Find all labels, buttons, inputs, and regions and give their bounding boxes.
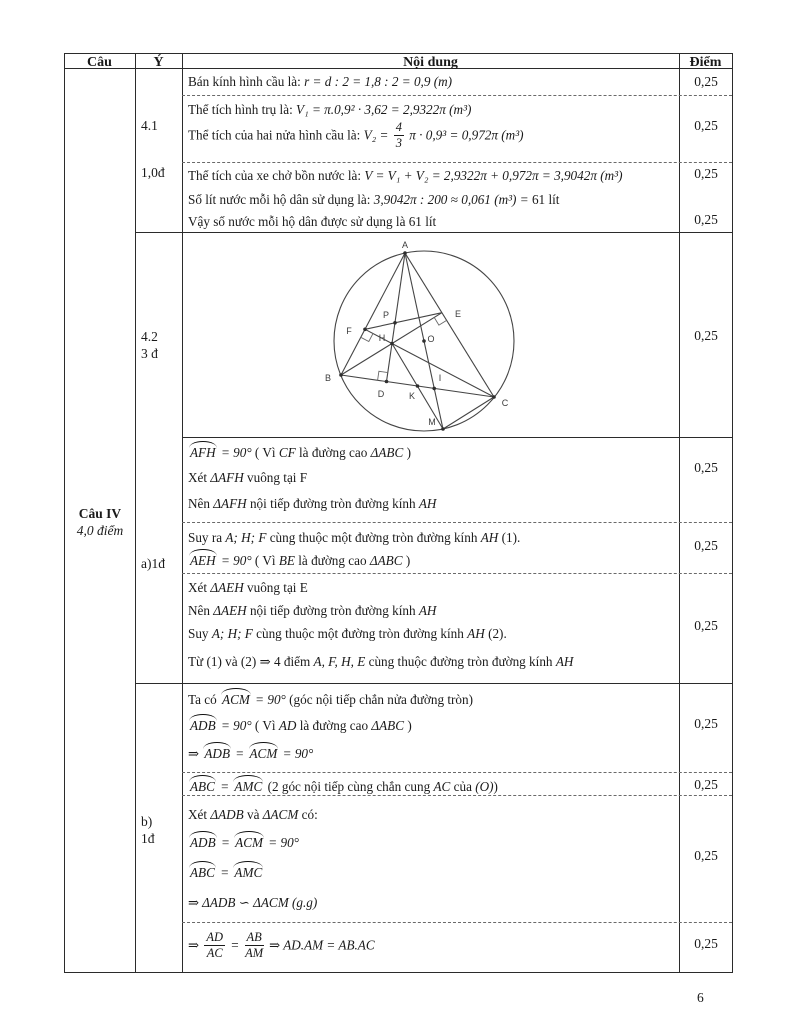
- text-segment: ΔABC: [370, 445, 404, 460]
- solution-line: [188, 777, 674, 796]
- solution-line: [188, 893, 674, 912]
- text-segment: ΔAFH: [213, 496, 247, 511]
- point-B: [339, 373, 343, 377]
- text-segment: vuông tại F: [243, 470, 308, 485]
- score-value: 0,25: [694, 328, 718, 343]
- solution-line: [188, 212, 674, 231]
- point-M: [441, 427, 445, 431]
- solution-line: [188, 528, 674, 547]
- row-divider: [182, 922, 732, 923]
- text-segment: ): [402, 553, 411, 568]
- solution-line: [188, 122, 674, 151]
- solution-line: [188, 805, 674, 824]
- text-segment: =: [216, 779, 233, 794]
- solution-line: [188, 72, 674, 91]
- segment-CM: [443, 397, 494, 429]
- text-segment: = 90°: [251, 692, 286, 707]
- text-segment: AH: [418, 496, 437, 511]
- score-value: 0,25: [694, 936, 718, 951]
- label-M: M: [428, 417, 436, 427]
- text-segment: = 90°: [264, 835, 299, 850]
- part-42-points: 3 đ: [141, 346, 158, 361]
- score-value: 0,25: [694, 618, 718, 633]
- label-O: O: [427, 334, 435, 344]
- solution-line: [188, 932, 674, 961]
- text-segment: AH: [467, 626, 485, 641]
- text-segment: ⇒ ΔADB ∽ ΔACM (g.g): [188, 895, 318, 910]
- text-segment: là đường cao: [296, 718, 372, 733]
- text-segment: V₂ =: [363, 127, 392, 143]
- text-segment: =: [232, 746, 248, 761]
- text-segment: =: [217, 835, 234, 850]
- fraction: $\frac{AD}{AC}$: [206, 930, 224, 961]
- part-41-points: 1,0đ: [141, 165, 165, 180]
- text-segment: (2 góc nội tiếp cùng chắn cung: [264, 779, 434, 794]
- solution-line: [188, 863, 674, 882]
- solution-line: [188, 494, 674, 513]
- text-segment: ADB: [190, 718, 216, 733]
- label-D: D: [377, 389, 385, 399]
- text-segment: ACM: [222, 692, 250, 707]
- text-segment: ⇒: [259, 654, 271, 669]
- part-42-number: 4.2: [141, 329, 158, 344]
- text-segment: ⇒: [188, 746, 203, 761]
- solution-line: [188, 652, 674, 671]
- text-segment: ΔABC: [371, 718, 405, 733]
- text-segment: ΔABC: [369, 553, 403, 568]
- text-segment: ACM: [249, 746, 278, 761]
- column-header-y: Ý: [153, 55, 164, 70]
- text-segment: BE: [278, 553, 295, 568]
- text-segment: (góc nội tiếp chắn nửa đường tròn): [285, 692, 474, 707]
- text-segment: là đường cao: [294, 553, 370, 568]
- text-segment: A; H; F: [211, 626, 253, 641]
- column-header-diem: Điểm: [689, 55, 722, 70]
- text-segment: AH: [555, 654, 574, 669]
- text-segment: π · 0,9³ = 0,972π (m³): [405, 127, 524, 143]
- right-angle-mark-D: [378, 371, 388, 380]
- text-segment: AFH: [190, 445, 216, 460]
- solution-line: [188, 166, 674, 185]
- point-I: [432, 387, 436, 391]
- text-segment: của: [450, 779, 476, 794]
- text-segment: có:: [298, 807, 318, 822]
- text-segment: Thể tích của xe chở bồn nước là:: [188, 168, 365, 183]
- text-segment: Ta có: [188, 692, 221, 707]
- label-K: K: [408, 391, 416, 401]
- label-A: A: [401, 240, 409, 250]
- label-C: C: [501, 398, 509, 408]
- text-segment: (O): [475, 779, 494, 794]
- point-H: [390, 342, 394, 346]
- text-segment: ( Vì: [251, 718, 279, 733]
- score-value: 0,25: [694, 166, 718, 181]
- text-segment: = 90°: [279, 746, 314, 761]
- text-segment: nội tiếp đường tròn đường kính: [246, 496, 419, 511]
- solution-line: [188, 443, 674, 462]
- table-border: [135, 683, 733, 684]
- text-segment: ⇒: [188, 937, 203, 953]
- part-b-label: b): [141, 814, 153, 829]
- table-border: [182, 437, 733, 438]
- solution-line: [188, 578, 674, 597]
- point-D: [385, 380, 389, 384]
- score-value: 0,25: [694, 212, 718, 227]
- text-segment: là đường cao: [295, 445, 371, 460]
- table-border: [182, 53, 183, 973]
- label-P: P: [382, 310, 390, 320]
- text-segment: AC: [433, 779, 451, 794]
- text-segment: ADB: [190, 835, 216, 850]
- row-divider: [182, 772, 732, 773]
- text-segment: ( Vì: [251, 553, 279, 568]
- text-segment: AH: [480, 530, 499, 545]
- score-value: 0,25: [694, 118, 718, 133]
- text-segment: ⇒ AD.AM = AB.AC: [265, 937, 375, 953]
- solution-line: [188, 468, 674, 487]
- text-segment: Suy: [188, 626, 212, 641]
- label-E: E: [454, 309, 462, 319]
- text-segment: ): [404, 718, 412, 733]
- text-segment: cùng thuộc đường tròn đường kính: [365, 654, 556, 669]
- text-segment: = 90°: [217, 718, 252, 733]
- text-segment: AMC: [234, 779, 263, 794]
- row-divider: [182, 162, 732, 163]
- solution-line: [188, 833, 674, 852]
- text-segment: AH: [418, 603, 437, 618]
- score-value: 0,25: [694, 74, 718, 89]
- text-segment: ΔAEH: [213, 603, 247, 618]
- text-segment: Vậy số nước mỗi hộ dân được sử dụng là 61 lít: [188, 214, 437, 229]
- score-value: 0,25: [694, 538, 718, 553]
- text-segment: ): [493, 779, 498, 794]
- table-border: [64, 972, 733, 973]
- geometry-diagram: [182, 232, 679, 436]
- text-segment: = 90°: [217, 553, 252, 568]
- text-segment: (2).: [484, 626, 507, 641]
- page-number: 6: [697, 990, 704, 1005]
- label-I: I: [438, 373, 442, 383]
- text-segment: ΔACM: [262, 807, 299, 822]
- part-41-number: 4.1: [141, 118, 158, 133]
- text-segment: A, F, H, E: [313, 654, 366, 669]
- text-segment: V = V₁ + V₂ = 2,9322π + 0,972π = 3,9042π (m³): [364, 168, 623, 183]
- text-segment: ABC: [190, 865, 215, 880]
- text-segment: 3,9042π : 200 ≈ 0,061 (m³) =: [373, 192, 529, 207]
- solution-line: [188, 744, 674, 763]
- point-F: [363, 328, 367, 332]
- text-segment: ADB: [204, 746, 230, 761]
- text-segment: = 90°: [217, 445, 252, 460]
- text-segment: vuông tại E: [243, 580, 308, 595]
- right-angle-mark-E: [434, 317, 446, 325]
- text-segment: ACM: [235, 835, 263, 850]
- text-segment: Bán kính hình cầu là:: [188, 74, 305, 89]
- column-header-noidung: Nội dung: [403, 55, 458, 70]
- text-segment: Nên: [188, 603, 214, 618]
- point-P: [393, 321, 397, 325]
- fraction: $\frac{AB}{AM}$: [245, 930, 264, 961]
- question-number: Câu IV: [78, 506, 122, 521]
- score-value: 0,25: [694, 777, 718, 792]
- text-segment: AD: [278, 718, 297, 733]
- segment-AB: [341, 253, 405, 375]
- table-border: [679, 53, 680, 973]
- solution-line: [188, 690, 674, 709]
- table-border: [135, 53, 136, 973]
- point-K: [416, 384, 420, 388]
- segment-AC: [405, 253, 494, 397]
- text-segment: ( Vì: [251, 445, 279, 460]
- text-segment: Thể tích hình trụ là:: [188, 102, 297, 117]
- text-segment: Xét: [188, 470, 211, 485]
- text-segment: V₁ = π.0,9² · 3,62 = 2,9322π (m³): [296, 102, 472, 117]
- text-segment: ): [403, 445, 411, 460]
- point-A: [403, 251, 407, 255]
- solution-line: [188, 624, 674, 643]
- column-header-cau: Câu: [87, 55, 112, 70]
- text-segment: Nên: [188, 496, 214, 511]
- solution-line: [188, 100, 674, 119]
- text-segment: Thể tích của hai nửa hình cầu là:: [188, 127, 364, 143]
- part-b-points: 1đ: [141, 831, 155, 846]
- text-segment: ABC: [190, 779, 215, 794]
- fraction: $\frac{4}{3}$: [395, 120, 402, 151]
- altitude-AD: [387, 253, 406, 382]
- text-segment: cùng thuộc một đường tròn đường kính: [252, 626, 468, 641]
- text-segment: =: [216, 865, 233, 880]
- text-segment: cùng thuộc một đường tròn đường kính: [266, 530, 481, 545]
- text-segment: Từ (1) và (2): [188, 654, 260, 669]
- solution-line: [188, 551, 674, 570]
- label-F: F: [346, 326, 352, 336]
- text-segment: 61 lít: [528, 192, 560, 207]
- table-border: [64, 53, 733, 54]
- score-value: 0,25: [694, 460, 718, 475]
- text-segment: AMC: [234, 865, 263, 880]
- text-segment: AEH: [190, 553, 216, 568]
- score-value: 0,25: [694, 848, 718, 863]
- point-C: [492, 395, 496, 399]
- text-segment: ΔAEH: [210, 580, 244, 595]
- row-divider: [182, 573, 732, 574]
- table-border: [732, 53, 733, 973]
- solution-line: [188, 716, 674, 735]
- solution-line: [188, 601, 674, 620]
- text-segment: Xét: [188, 807, 211, 822]
- point-O: [422, 339, 426, 343]
- text-segment: và: [243, 807, 263, 822]
- text-segment: Xét: [188, 580, 211, 595]
- text-segment: Số lít nước mỗi hộ dân sử dụng là:: [188, 192, 374, 207]
- segment-FE: [365, 313, 442, 330]
- part-a-label: a)1đ: [141, 556, 165, 571]
- text-segment: Suy ra: [188, 530, 226, 545]
- text-segment: ΔADB: [210, 807, 244, 822]
- text-segment: nội tiếp đường tròn đường kính: [246, 603, 419, 618]
- text-segment: 4 điểm: [270, 654, 314, 669]
- text-segment: =: [227, 937, 243, 953]
- score-value: 0,25: [694, 716, 718, 731]
- label-H: H: [378, 333, 386, 343]
- text-segment: A; H; F: [225, 530, 267, 545]
- text-segment: ΔAFH: [210, 470, 244, 485]
- text-segment: (1).: [498, 530, 521, 545]
- text-segment: CF: [278, 445, 296, 460]
- text-segment: r = d : 2 = 1,8 : 2 = 0,9 (m): [304, 74, 453, 89]
- question-points: 4,0 điểm: [76, 523, 124, 538]
- label-B: B: [324, 373, 332, 383]
- solution-line: [188, 190, 674, 209]
- row-divider: [182, 95, 732, 96]
- row-divider: [182, 522, 732, 523]
